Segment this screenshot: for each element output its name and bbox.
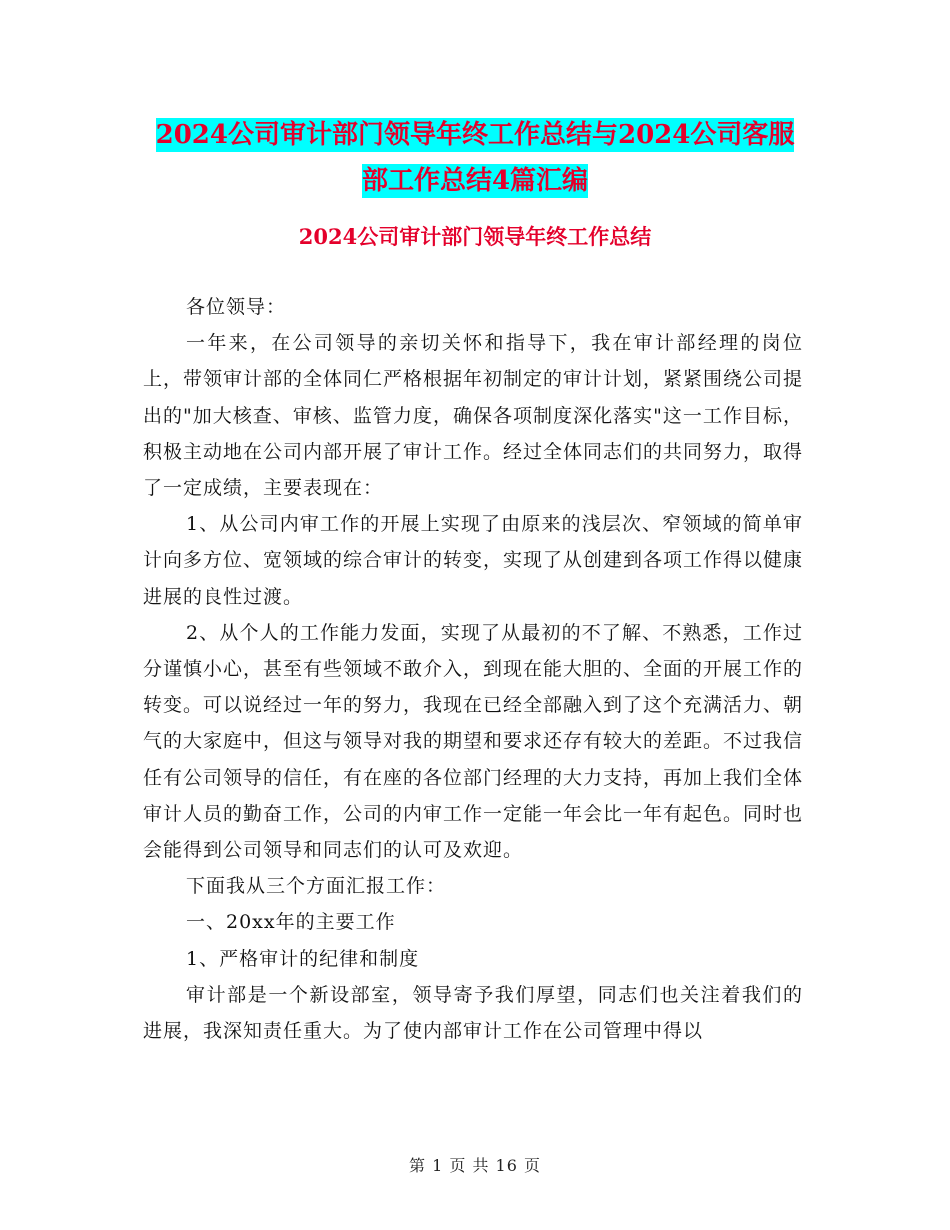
salutation: 各位领导：: [186, 296, 287, 318]
paragraph-intro: 一年来，在公司领导的亲切关怀和指导下，我在审计部经理的岗位上，带领审计部的全体同仁严格根据年初制定的审计计划，紧紧围绕公司提出的"加大核查、审核、监管力度，确保各项制度深化落实"这一工作目标，积极主动地在公司内部开展了审计工作。经过全体同志们的共同努力，取得了一定成绩，主要表现在：: [143, 332, 804, 500]
document-title: [0, 112, 950, 204]
heading-main-work: 一、20xx年的主要工作: [186, 911, 396, 934]
title-line-1: 2024公司审计部门领导年终工作总结与2024公司客服: [155, 120, 795, 150]
paragraph-point-1: 1、从公司内审工作的开展上实现了由原来的浅层次、窄领域的简单审计向多方位、宽领域的综合审计的转变，实现了从创建到各项工作得以健康进展的良性过渡。: [143, 513, 804, 608]
paragraph-point-2: 2、从个人的工作能力发面，实现了从最初的不了解、不熟悉，工作过分谨慎小心，甚至有些领域不敢介入，到现在能大胆的、全面的开展工作的转变。可以说经过一年的努力，我现在已经全部融入到了这个充满活力、朝气的大家庭中，但这与领导对我的期望和要求还存有较大的差距。不过我信任有公司领导的信任，有在座的各位部门经理的大力支持，再加上我们全体审计人员的勤奋工作，公司的内审工作一定能一年会比一年有起色。同时也会能得到公司领导和同志们的认可及欢迎。: [143, 621, 804, 862]
paragraph-report-intro: 下面我从三个方面汇报工作：: [186, 875, 447, 898]
paragraph-department: 审计部是一个新设部室，领导寄予我们厚望，同志们也关注着我们的进展，我深知责任重大。为了使内部审计工作在公司管理中得以: [143, 983, 803, 1043]
page-footer: 第 1 页 共 16 页: [409, 1156, 541, 1175]
heading-discipline: 1、严格审计的纪律和制度: [186, 947, 420, 970]
title-line-2: 部工作总结4篇汇编: [361, 166, 589, 196]
section-title: 2024公司审计部门领导年终工作总结: [298, 224, 652, 249]
document-body: [143, 289, 803, 1049]
